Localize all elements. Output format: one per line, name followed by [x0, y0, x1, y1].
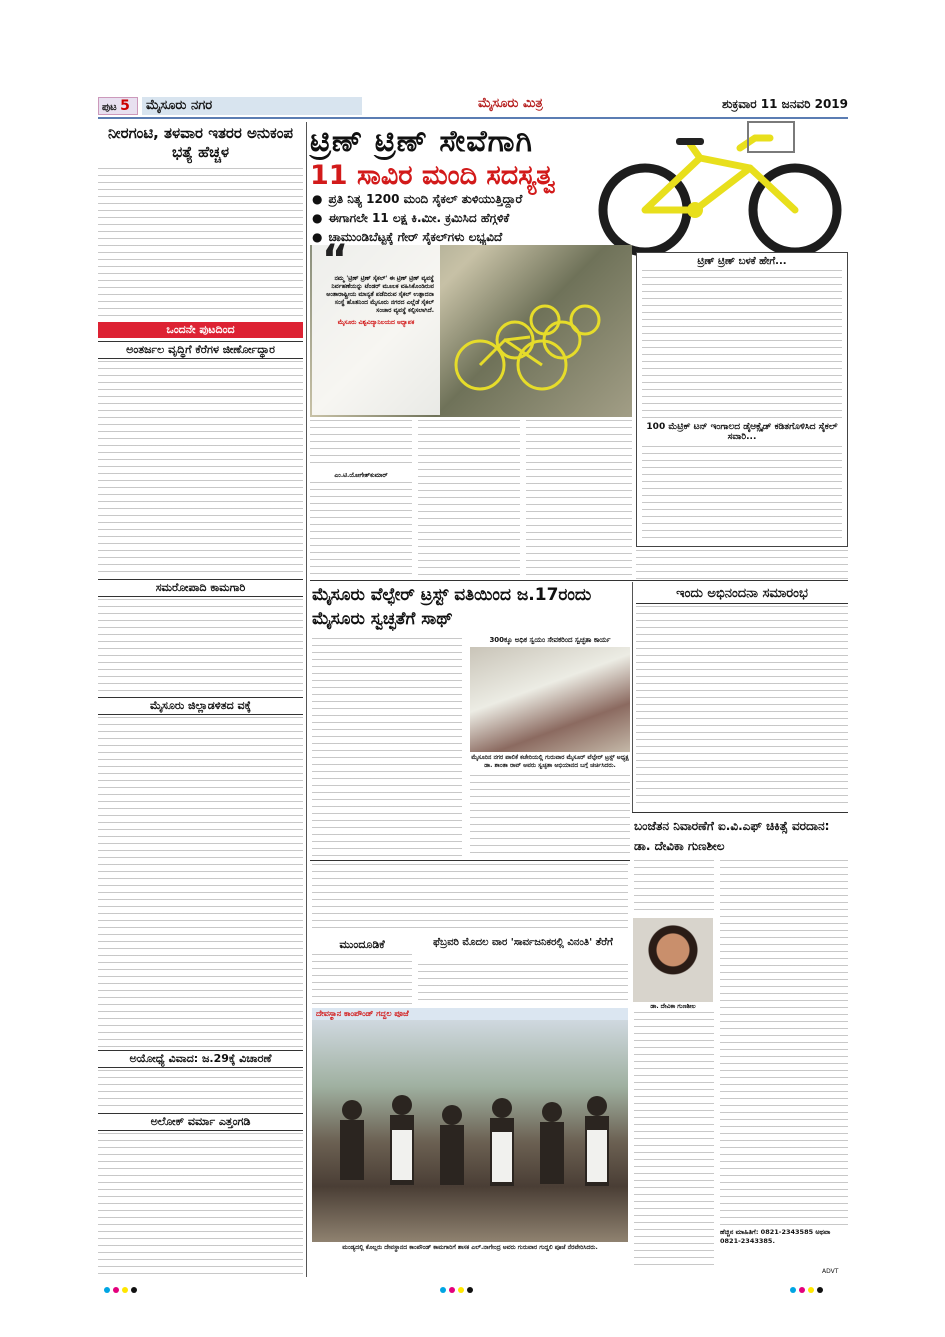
ceremony-photo [312, 1020, 628, 1242]
article-text [636, 550, 848, 580]
page-number-badge [98, 97, 138, 115]
bullet-item: ● ಈಗಾಗಲೇ 11 ಲಕ್ಷ ಕಿ.ಮೀ. ಕ್ರಮಿಸಿದ ಹೆಗ್ಗಳಿಕೆ [312, 209, 632, 228]
bottom-photo-caption: ಮಂಡ್ಯದಲ್ಲಿ ಕೊಲ್ಲರು ದೇವಸ್ಥಾನದ ಕಾಂಪೌಂಡ್ ಕಾಮಗಾರಿಗೆ ಶಾಸಕ ಎಲ್.ನಾಗೇಂದ್ರ ಅವರು ಗುರುವಾರ ಗುದ್ದಲಿ ಪೂಜೆ ನೆರವೇರಿಸಿದರು. [342, 1244, 598, 1251]
section-rule [310, 860, 630, 861]
article-text [642, 446, 842, 541]
article-text [526, 420, 632, 580]
article-text [98, 361, 303, 576]
article-text [312, 864, 628, 934]
section-rule [632, 812, 848, 813]
howto-subhead: 100 ಮೆಟ್ರಿಕ್ ಟನ್ ಇಂಗಾಲದ ಡೈಆಕ್ಸೈಡ್ ಕಡಿತಗೊಳಿಸಿದ ಸೈಕಲ್ ಸವಾರಿ... [646, 422, 838, 442]
contact-line: ಹೆಚ್ಚಿನ ಮಾಹಿತಿಗೆ: 0821-2343585 ಅಥವಾ 0821-2343385. [720, 1228, 831, 1245]
bullet-item: ● ಪ್ರತಿ ನಿತ್ಯ 1200 ಮಂದಿ ಸೈಕಲ್ ತುಳಿಯುತ್ತಿದ್ದಾರೆ [312, 190, 632, 209]
page-number: 5 [120, 98, 130, 114]
color-registration-right [790, 1278, 826, 1284]
left-subhead-1: ಅಂತರ್ಜಲ ವೃದ್ಧಿಗೆ ಕೆರೆಗಳ ಜೀರ್ಣೋದ್ಧಾರ [98, 341, 303, 359]
article-text [98, 599, 303, 694]
color-registration-mid [440, 1278, 476, 1284]
doctor-portrait [633, 918, 713, 1002]
issue-date: ಶುಕ್ರವಾರ 11 ಜನವರಿ 2019 [722, 97, 848, 111]
article-text [634, 1012, 714, 1267]
mundudike-headline: ಮುಂದೂಡಿಕೆ [339, 938, 385, 951]
left-headline: ನೀರಗಂಟಿ, ತಳವಾರ ಇತರರ ಅನುಕಂಪ ಭತ್ಯೆ ಹೆಚ್ಚಳ [107, 124, 294, 161]
left-subhead-5: ಅಲೋಕ್ ವರ್ಮಾ ಎತ್ತಂಗಡಿ [98, 1113, 303, 1131]
article-text [470, 775, 630, 858]
article-text [98, 1070, 303, 1110]
howto-box [636, 252, 848, 547]
article-text [312, 638, 462, 858]
advt-label: ADVT [822, 1268, 839, 1275]
article-text [418, 964, 628, 1004]
article-text [98, 1133, 303, 1280]
column-rule [632, 582, 633, 812]
left-subhead-4: ಅಯೋಧ್ಯೆ ವಿವಾದ: ಜ.29ಕ್ಕೆ ವಿಚಾರಣೆ [98, 1050, 303, 1068]
masthead: ಮೈಸೂರು ಮಿತ್ರ [478, 96, 543, 111]
byline: ಎಂ.ಟಿ.ಯೋಗೇಶ್‌ಕುಮಾರ್ [334, 472, 388, 479]
left-subhead-2: ಸಮರೋಪಾದಿ ಕಾಮಗಾರಿ [98, 579, 303, 597]
trust-headline: ಮೈಸೂರು ವೆಲ್ಫೇರ್ ಟ್ರಸ್ಟ್ ವತಿಯಿಂದ ಜ.17ರಂದು ಮೈಸೂರು ಸ್ವಚ್ಛತೆಗೆ ಸಾಥ್ [312, 585, 592, 629]
bottom-photo-title: ದೇವಸ್ಥಾನ ಕಾಂಪೌಂಡ್ ಗದ್ದಲ ಪೂಜೆ [312, 1008, 628, 1020]
article-text [98, 717, 303, 1047]
column-rule [306, 122, 307, 1277]
article-text [634, 860, 714, 916]
infertility-headline: ಬಂಜೆತನ ನಿವಾರಣೆಗೆ ಐ.ವಿ.ಎಫ್ ಚಿಕಿತ್ಸೆ ವರದಾನ: ಡಾ. ದೇವಿಕಾ ಗುಣಶೀಲ [634, 819, 830, 853]
trust-photo-caption: ಮೈಸೂರಿನ ನಗರ ಪಾಲಿಕೆ ಕಚೇರಿಯಲ್ಲಿ ಗುರುವಾರ ಮೈಸೂರ್ ವೆಲ್ಫೇರ್ ಟ್ರಸ್ಟ್ ಅಧ್ಯಕ್ಷ ಡಾ. ಶಾಂತಾ ರಾವ್ ಅವರು ಸ್ವಚ್ಛತಾ ಅಭಿಯಾನದ ಬಗ್ಗೆ ಚರ್ಚಿಸಿದರು. [471, 754, 629, 769]
meeting-photo [470, 647, 630, 752]
quote-mark-icon: “ [322, 237, 349, 283]
trust-photo-title: 300ಕ್ಕೂ ಅಧಿಕ ಸ್ವಯಂ ಸೇವಕರಿಂದ ಸ್ವಚ್ಛತಾ ಕಾರ್ಯ [489, 636, 611, 644]
feb-headline: ಫೆಬ್ರವರಿ ಮೊದಲ ವಾರ 'ಸಾರ್ವಜನಿಕರಲ್ಲಿ ವಿನಂತಿ' ತೆರೆಗೆ [433, 937, 613, 948]
quote-text: ನಮ್ಮ 'ಟ್ರಿಣ್ ಟ್ರಿಣ್ ಸೈಕಲ್' ಈ ಟ್ರಿಣ್ ಟ್ರಿಣ್ ವ್ಯವಸ್ಥೆ ನಿರ್ವಹಣೆಯನ್ನು ಟೆಂಡರ್ ಮೂಲಕ ವಹಿಸಿಕೊಂಡಿರುವ ಅಂತಾರಾಷ್ಟ್ರೀಯ ಮಾನ್ಯತೆ ಪಡೆದಿರುವ ಸೈಕಲ್ ಉತ್ಪಾದನಾ ಸಂಸ್ಥೆ ಹೊತನಿಂದ ಮೈಸೂರು ನಗರದ ಎಲ್ಲೆಡೆ ಸೈಕಲ್ ಸಂಚಾರ ವ್ಯವಸ್ಥೆ ಕಲ್ಪಿಸಲಾಗಿದೆ. [326, 275, 434, 314]
quote-attribution: ಮೈಸೂರು ವಿಶ್ವವಿದ್ಯಾನಿಲಯದ ಅಧ್ಯಾಪಕ [337, 319, 415, 326]
feature-title-2: 11 ಸಾವಿರ ಮಂದಿ ಸದಸ್ಯತ್ವ [310, 160, 556, 191]
page-label: ಪುಟ [102, 102, 117, 113]
felicitation-headline: ಇಂದು ಅಭಿನಂದನಾ ಸಮಾರಂಭ [636, 586, 848, 604]
article-text [310, 420, 412, 468]
article-text [636, 606, 848, 806]
section-name: ಮೈಸೂರು ನಗರ [142, 97, 362, 115]
left-column [98, 122, 303, 1280]
article-text [312, 954, 412, 1004]
howto-title: ಟ್ರಿಣ್ ಟ್ರಿಣ್ ಬಳಕೆ ಹೇಗೆ... [697, 256, 787, 267]
color-registration-left [104, 1278, 140, 1284]
page-header [98, 95, 848, 117]
bullet-item: ● ಚಾಮುಂಡಿಬೆಟ್ಟಕ್ಕೆ ಗೇರ್ ಸೈಕಲ್‌ಗಳು ಲಭ್ಯವಿದೆ [312, 228, 632, 247]
feature-bullets [312, 190, 632, 247]
article-text [642, 270, 842, 418]
feature-body [310, 420, 632, 580]
article-text [720, 860, 848, 1225]
section-rule [310, 580, 848, 581]
left-subhead-3: ಮೈಸೂರು ಜಿಲ್ಲಾಡಳಿತದ ವಕ್ಕೆ [98, 697, 303, 715]
article-text [98, 168, 303, 318]
pull-quote [312, 237, 440, 415]
continued-strip: ಒಂದನೇ ಪುಟದಿಂದ [98, 322, 303, 338]
portrait-caption: ಡಾ. ದೇವಿಕಾ ಗುಣಶೀಲ [650, 1003, 696, 1010]
article-text [418, 420, 520, 580]
article-text [310, 482, 412, 580]
crowd-icon [312, 1020, 628, 1242]
feature-title-1: ಟ್ರಿಣ್ ಟ್ರಿಣ್ ಸೇವೆಗಾಗಿ [310, 124, 533, 159]
